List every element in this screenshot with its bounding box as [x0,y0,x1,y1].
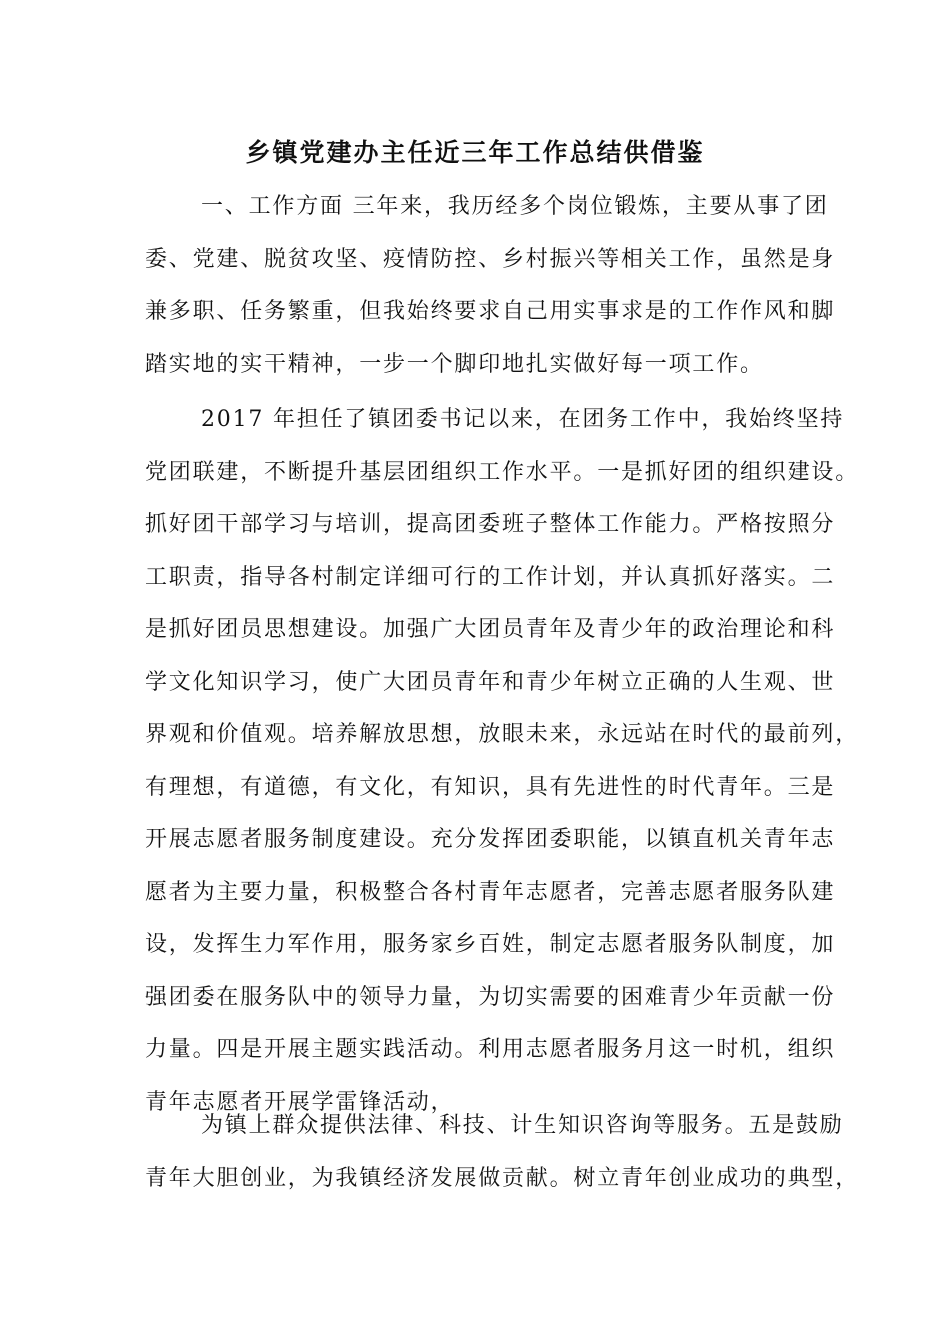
text-line: 抓好团干部学习与培训，提高团委班子整体工作能力。严格按照分 [145,512,836,537]
text-line: 设，发挥生力军作用，服务家乡百姓，制定志愿者服务队制度，加 [145,932,836,957]
text-line: 强团委在服务队中的领导力量，为切实需要的困难青少年贡献一份 [145,984,836,1010]
text-line: 委、党建、脱贫攻坚、疫情防控、乡村振兴等相关工作，虽然是身 [145,246,836,272]
text-line: 是抓好团员思想建设。加强广大团员青年及青少年的政治理论和科 [145,617,836,642]
text-line: 学文化知识学习，使广大团员青年和青少年树立正确的人生观、世 [145,669,836,695]
text-line: 愿者为主要力量，积极整合各村青年志愿者，完善志愿者服务队建 [145,879,836,905]
text-line: 有理想，有道德，有文化，有知识，具有先进性的时代青年。三是 [145,774,836,800]
text-line: 开展志愿者服务制度建设。充分发挥团委职能，以镇直机关青年志 [145,827,836,852]
text-line: 青年志愿者开展学雷锋活动， [145,1089,455,1115]
paragraph-youth-league [145,394,860,1129]
text-line: 一、工作方面 三年来，我历经多个岗位锻炼，主要从事了团 [201,194,829,219]
document-title: 乡镇党建办主任近三年工作总结供借鉴 [245,138,705,167]
text-line: 青年大胆创业，为我镇经济发展做贡献。树立青年创业成功的典型， [145,1165,860,1191]
text-line: 踏实地的实干精神，一步一个脚印地扎实做好每一项工作。 [145,351,764,377]
text-line: 力量。四是开展主题实践活动。利用志愿者服务月这一时机，组织 [145,1037,836,1062]
text-line: 党团联建，不断提升基层团组织工作水平。一是抓好团的组织建设。 [145,459,860,485]
text-line: 2017 年担任了镇团委书记以来，在团务工作中，我始终坚持 [201,407,845,432]
text-line: 兼多职、任务繁重，但我始终要求自己用实事求是的工作作风和脚 [145,299,836,324]
text-line: 工职责，指导各村制定详细可行的工作计划，并认真抓好落实。二 [145,564,836,590]
paragraph-work-overview [145,181,836,391]
text-line: 界观和价值观。培养解放思想，放眼未来，永远站在时代的最前列， [145,722,860,747]
paragraph-services [145,1100,860,1205]
text-line: 为镇上群众提供法律、科技、计生知识咨询等服务。五是鼓励 [201,1113,844,1138]
